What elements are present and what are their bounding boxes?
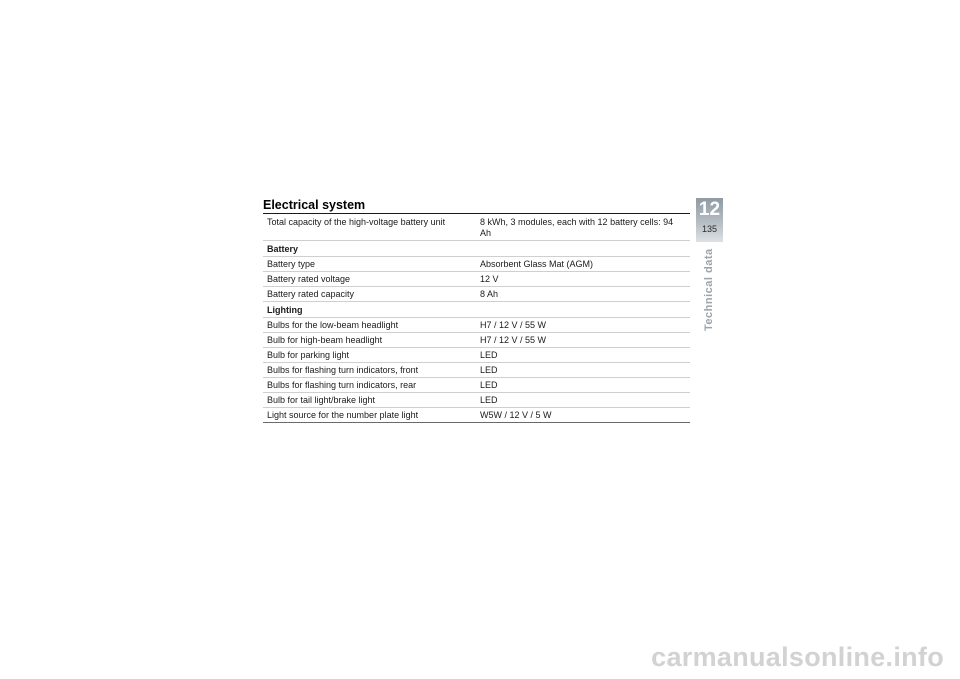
table-row: [263, 393, 690, 408]
spec-value: 8 Ah: [476, 287, 690, 302]
table-section-heading: [263, 302, 690, 318]
spec-label: Bulb for high-beam headlight: [263, 333, 476, 348]
table-row: [263, 272, 690, 287]
spec-label: Bulbs for flashing turn indicators, rear: [263, 378, 476, 393]
chapter-badge: [696, 198, 723, 242]
table-section-heading: [263, 241, 690, 257]
spec-value: LED: [476, 363, 690, 378]
spec-value: 12 V: [476, 272, 690, 287]
chapter-title: Technical data: [703, 248, 715, 331]
spec-label: Bulbs for the low-beam headlight: [263, 318, 476, 333]
spec-value: H7 / 12 V / 55 W: [476, 333, 690, 348]
table-row: [263, 378, 690, 393]
spec-table: [263, 213, 690, 423]
spec-label: Bulb for tail light/brake light: [263, 393, 476, 408]
page-number: 135: [701, 224, 718, 234]
table-row: [263, 333, 690, 348]
spec-label: Battery rated capacity: [263, 287, 476, 302]
spec-label: Bulbs for flashing turn indicators, front: [263, 363, 476, 378]
spec-value: H7 / 12 V / 55 W: [476, 318, 690, 333]
section-title: Electrical system: [263, 198, 366, 212]
spec-label: Battery type: [263, 257, 476, 272]
spec-value: 8 kWh, 3 modules, each with 12 battery cells: 94 Ah: [476, 214, 690, 241]
table-row: [263, 318, 690, 333]
spec-label: Total capacity of the high-voltage battery unit: [263, 214, 476, 241]
table-row: [263, 408, 690, 423]
table-row: [263, 348, 690, 363]
spec-value: LED: [476, 393, 690, 408]
table-row: [263, 363, 690, 378]
spec-value: W5W / 12 V / 5 W: [476, 408, 690, 423]
watermark: carmanualsonline.info: [651, 642, 944, 672]
section-heading-lighting: Lighting: [263, 302, 690, 318]
section-heading-battery: Battery: [263, 241, 690, 257]
spec-label: Bulb for parking light: [263, 348, 476, 363]
table-row: [263, 287, 690, 302]
table-row: [263, 257, 690, 272]
chapter-number: 12: [698, 199, 721, 220]
spec-value: LED: [476, 348, 690, 363]
spec-label: Battery rated voltage: [263, 272, 476, 287]
table-row: [263, 214, 690, 241]
spec-label: Light source for the number plate light: [263, 408, 476, 423]
spec-value: LED: [476, 378, 690, 393]
spec-value: Absorbent Glass Mat (AGM): [476, 257, 690, 272]
